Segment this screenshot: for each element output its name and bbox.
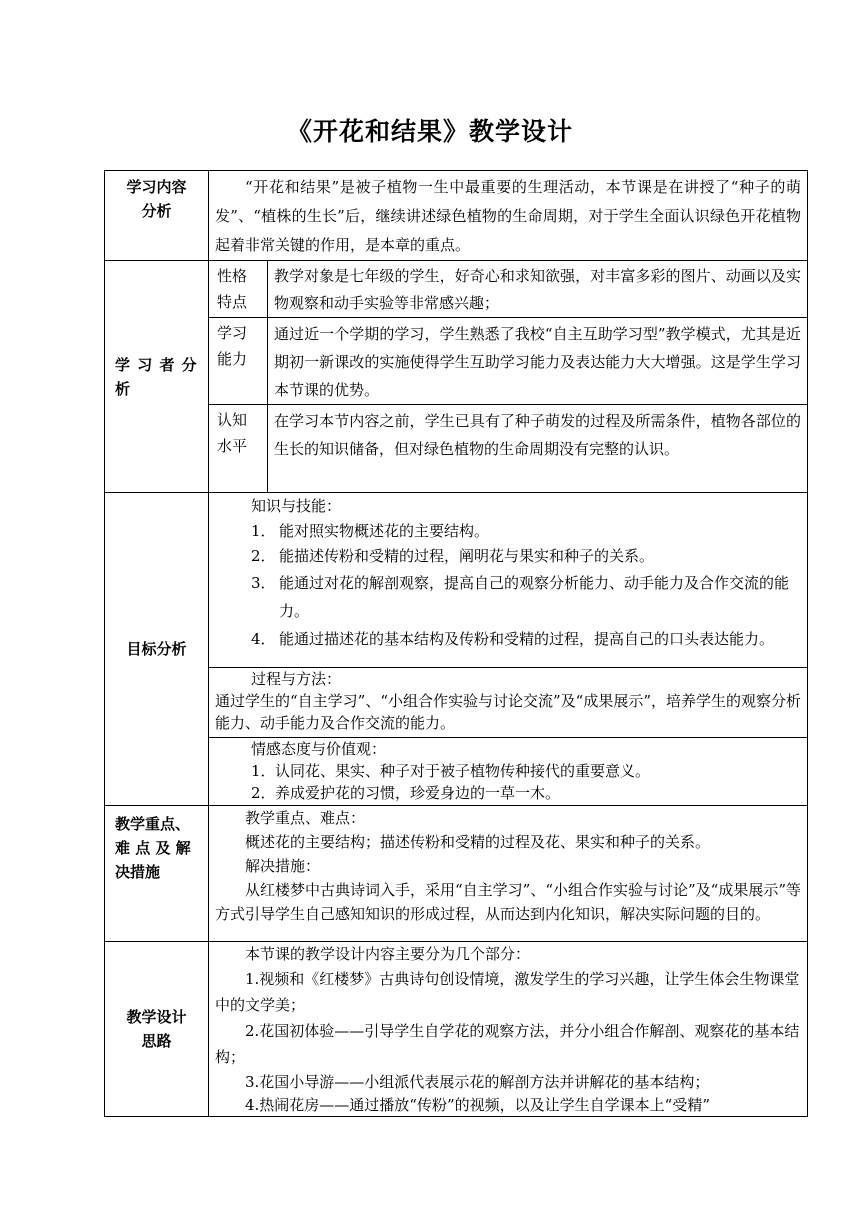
- list-item: 2． 能描述传粉和受精的过程，阐明花与果实和种子的关系。: [251, 547, 655, 565]
- design-idea-item: 3.花国小导游——小组派代表展示花的解剖方法并讲解花的基本结构；: [245, 1073, 710, 1091]
- list-item: 3． 能通过对花的解剖观察，提高自己的观察分析能力、动手能力及合作交流的能力。: [251, 574, 790, 620]
- goal-process-text: 通过学生的“自主学习”、“小组合作实验与讨论交流”及“成果展示”，培养学生的观察分析能力、动手能力及合作交流的能力。: [215, 692, 802, 732]
- list-item: 1． 能对照实物概述花的主要结构。: [251, 522, 490, 540]
- learner-row-cognition: [105, 405, 808, 493]
- goal-row-process: [105, 668, 808, 738]
- content-analysis-row: [105, 171, 808, 261]
- goal-knowledge-cell: [209, 493, 808, 668]
- learner-row-personality: [105, 261, 808, 318]
- design-idea-row: [105, 942, 808, 1117]
- solution-heading: 解决措施：: [245, 857, 321, 875]
- design-idea-item: 1.视频和《红楼梦》古典诗句创设情境，激发学生的学习兴趣，让学生体会生物课堂中的文学美；: [215, 970, 800, 1014]
- learner-text-cognition: 在学习本节内容之前，学生已具有了种子萌发的过程及所需条件，植物各部位的生长的知识储备，但对绿色植物的生命周期没有完整的认识。: [268, 405, 808, 493]
- goal-emotion-cell: [209, 738, 808, 806]
- key-points-row: [105, 806, 808, 942]
- goal-process-heading: 过程与方法：: [251, 670, 342, 688]
- goal-analysis-header: 目标分析: [105, 493, 209, 806]
- learner-text-personality: 教学对象是七年级的学生，好奇心和求知欲强，对丰富多彩的图片、动画以及实物观察和动手实验等非常感兴趣；: [268, 261, 808, 318]
- content-analysis-text: “开花和结果”是被子植物一生中最重要的生理活动，本节课是在讲授了“种子的萌发”、“植株的生长”后，继续讲述绿色植物的生命周期，对于学生全面认识绿色开花植物起着非常关键的作用，是本章的重点。: [215, 178, 801, 254]
- learner-analysis-header: 学 习 者 分 析: [105, 261, 209, 493]
- goal-emotion-heading: 情感态度与价值观：: [251, 740, 387, 758]
- learner-text-ability: 通过近一个学期的学习，学生熟悉了我校“自主互助学习型”教学模式，尤其是近期初一新课改的实施使得学生互助学习能力及表达能力大大增强。这是学生学习本节课的优势。: [268, 318, 808, 405]
- learner-label-personality: 性格特点: [209, 261, 268, 318]
- design-idea-header: 教学设计思路: [105, 942, 209, 1117]
- learner-row-ability: [105, 318, 808, 405]
- design-idea-item: 4.热闹花房——通过播放“传粉”的视频，以及让学生自学课本上“受精”: [245, 1096, 710, 1114]
- goal-emotion-list: [251, 760, 803, 804]
- key-points-heading: 教学重点、难点：: [245, 809, 366, 827]
- learner-label-ability: 学习能力: [209, 318, 268, 405]
- key-points-cell: [209, 806, 808, 942]
- list-item: 2． 养成爱护花的习惯，珍爱身边的一草一木。: [251, 784, 561, 802]
- list-item: 1． 认同花、果实、种子对于被子植物传种接代的重要意义。: [251, 762, 651, 780]
- solution-text: 从红楼梦中古典诗词入手，采用“自主学习”、“小组合作实验与讨论”及“成果展示”等方式引导学生自己感知知识的形成过程，从而达到内化知识，解决实际问题的目的。: [215, 881, 802, 923]
- key-points-header: 教学重点、难 点 及 解决措施: [105, 806, 209, 942]
- content-analysis-header: 学习内容分析: [105, 171, 209, 261]
- learner-label-cognition: 认知水平: [209, 405, 268, 493]
- list-item: 4． 能通过描述花的基本结构及传粉和受精的过程，提高自己的口头表达能力。: [251, 630, 775, 648]
- lesson-design-table: [104, 170, 808, 1117]
- document-title: 《开花和结果》教学设计: [286, 117, 573, 146]
- goal-knowledge-heading: 知识与技能：: [251, 497, 342, 515]
- goal-knowledge-list: [251, 519, 803, 651]
- design-idea-cell: [209, 942, 808, 1117]
- goal-process-cell: [209, 668, 808, 738]
- design-idea-item: 2.花国初体验——引导学生自学花的观察方法，并分小组合作解剖、观察花的基本结构；: [215, 1022, 800, 1066]
- goal-row-knowledge: [105, 493, 808, 668]
- key-points-text: 概述花的主要结构；描述传粉和受精的过程及花、果实和种子的关系。: [245, 833, 711, 851]
- content-analysis-cell: [209, 171, 808, 261]
- design-idea-intro: 本节课的教学设计内容主要分为几个部分：: [245, 945, 531, 963]
- goal-row-emotion: [105, 738, 808, 806]
